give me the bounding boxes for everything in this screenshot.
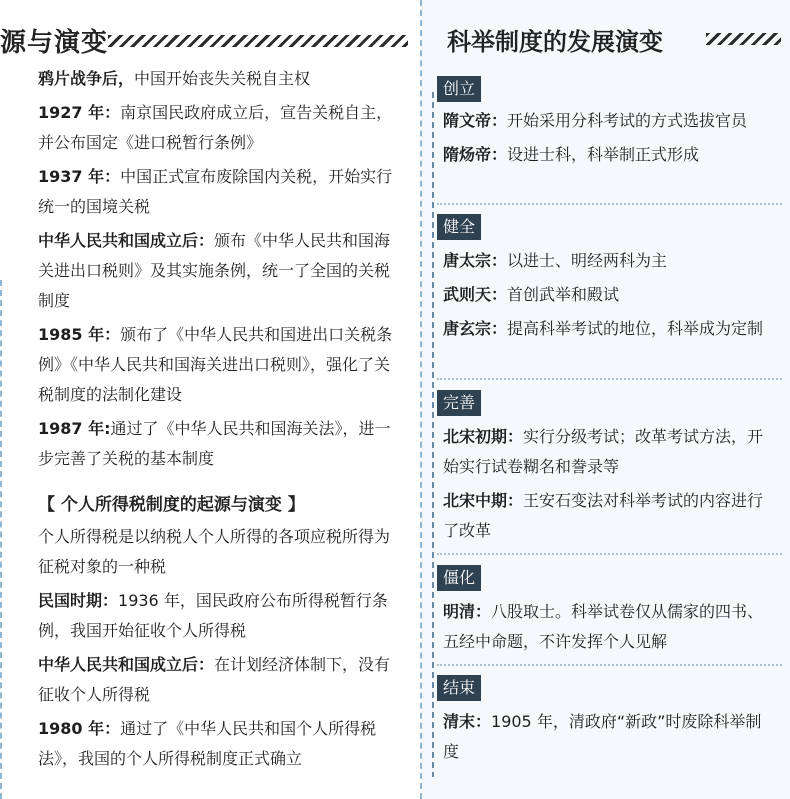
- entry-lead: 民国时期：: [38, 591, 119, 610]
- list-item: [443, 422, 773, 482]
- list-item: [38, 98, 398, 158]
- stage-items: [443, 597, 773, 657]
- entry-lead: 1985 年：: [38, 325, 121, 344]
- list-item: [38, 226, 398, 316]
- heading-zigzag-decoration: [108, 35, 408, 47]
- entry-text: 通过了《中华人民共和国海关法》，进一步完善了关税的基本制度: [38, 419, 391, 468]
- entry-lead: 鸦片战争后，: [38, 69, 135, 88]
- left-heading: 源与演变: [0, 28, 109, 58]
- entry-lead: 1987 年:: [38, 419, 111, 438]
- entry-lead: 清末：: [443, 712, 492, 731]
- stage-items: [443, 422, 773, 546]
- list-item: [443, 707, 773, 767]
- entry-text: 南京国民政府成立后，宣告关税自主，并公布国定《进口税暂行条例》: [38, 103, 393, 152]
- entry-lead: 1937 年：: [38, 167, 121, 186]
- entry-text: 1936 年，国民政府公布所得税暂行条例，我国开始征收个人所得税: [38, 591, 388, 640]
- entry-lead: 隋文帝：: [443, 111, 508, 130]
- list-item: [443, 314, 773, 344]
- stage-tag: 僵化: [437, 565, 481, 591]
- list-item: [443, 486, 773, 546]
- stage-items: [443, 106, 773, 170]
- entry-text: 中国开始丧失关税自主权: [134, 69, 311, 88]
- entry-text: 首创武举和殿试: [507, 285, 620, 304]
- list-item: [38, 650, 398, 710]
- list-item: [38, 320, 398, 410]
- entry-text: 以进士、明经两科为主: [507, 251, 668, 270]
- entry-text: 提高科举考试的地位，科举成为定制: [507, 319, 764, 338]
- divider: [437, 664, 782, 666]
- entry-text: 在计划经济体制下，没有征收个人所得税: [38, 655, 391, 704]
- right-heading: 科举制度的发展演变: [447, 27, 663, 56]
- list-item: [38, 414, 398, 474]
- entry-lead: 1980 年：: [38, 719, 121, 738]
- divider: [437, 553, 782, 555]
- stage-items: [443, 707, 773, 767]
- stage-items: [443, 246, 773, 344]
- left-edge-dashed-border: [0, 280, 12, 799]
- tariff-history-list: [38, 64, 398, 778]
- entry-lead: 1927 年：: [38, 103, 121, 122]
- timeline-dashed-line: [432, 92, 434, 777]
- entry-text: 颁布了《中华人民共和国进出口关税条例》《中华人民共和国海关进出口税则》，强化了关税制度的法制化建设: [38, 325, 393, 404]
- entry-lead: 北宋初期：: [443, 427, 524, 446]
- entry-text: 开始采用分科考试的方式选拔官员: [507, 111, 748, 130]
- stage-tag: 完善: [437, 390, 481, 416]
- list-item: [443, 106, 773, 136]
- entry-text: 颁布《中华人民共和国海关进出口税则》及其实施条例，统一了全国的关税制度: [38, 231, 391, 310]
- entry-lead: 明清：: [443, 602, 492, 621]
- list-item: [38, 714, 398, 774]
- entry-text: 八股取士。科举试卷仅从儒家的四书、五经中命题，不许发挥个人见解: [443, 602, 764, 651]
- entry-text: 王安石变法对科举考试的内容进行了改革: [443, 491, 764, 540]
- stage-tag: 创立: [437, 76, 481, 102]
- entry-text: 实行分级考试；改革考试方法，开始实行试卷糊名和誊录等: [443, 427, 764, 476]
- list-item: [38, 64, 398, 94]
- intro-text: 个人所得税是以纳税人个人所得的各项应税所得为征税对象的一种税: [38, 527, 391, 576]
- list-item: [38, 586, 398, 646]
- entry-lead: 中华人民共和国成立后：: [38, 655, 215, 674]
- entry-lead: 北宋中期：: [443, 491, 524, 510]
- list-item: [443, 246, 773, 276]
- heading-zigzag-decoration: [706, 33, 781, 45]
- stage-tag: 结束: [437, 675, 481, 701]
- list-item: [443, 140, 773, 170]
- section-title: 【 个人所得税制度的起源与演变 】: [38, 495, 305, 515]
- list-item: [443, 280, 773, 310]
- entry-text: 中国正式宣布废除国内关税，开始实行统一的国境关税: [38, 167, 393, 216]
- list-item: [38, 162, 398, 222]
- divider: [437, 378, 782, 380]
- stage-tag: 健全: [437, 214, 481, 240]
- entry-lead: 隋炀帝：: [443, 145, 508, 164]
- entry-lead: 唐太宗：: [443, 251, 508, 270]
- list-item: [443, 597, 773, 657]
- entry-lead: 武则天：: [443, 285, 508, 304]
- entry-text: 通过了《中华人民共和国个人所得税法》，我国的个人所得税制度正式确立: [38, 719, 377, 768]
- entry-lead: 唐玄宗：: [443, 319, 508, 338]
- entry-lead: 中华人民共和国成立后：: [38, 231, 215, 250]
- divider: [437, 203, 782, 205]
- entry-text: 1905 年，清政府“新政”时废除科举制度: [443, 712, 762, 761]
- entry-text: 设进士科，科举制正式形成: [507, 145, 700, 164]
